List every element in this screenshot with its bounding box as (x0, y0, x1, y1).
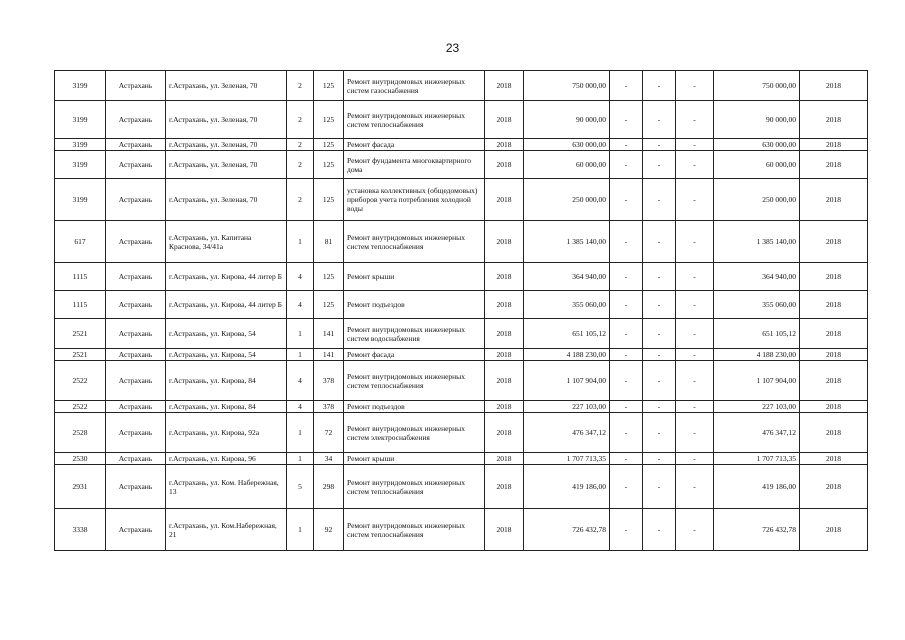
cell-end-year: 2018 (800, 509, 868, 551)
table-row (55, 291, 868, 319)
cell-year: 2018 (485, 179, 524, 221)
cell-year: 2018 (485, 349, 524, 361)
cell-year: 2018 (485, 319, 524, 349)
cell-address: г.Астрахань, ул. Зеленая, 70 (166, 71, 287, 101)
cell-city: Астрахань (106, 179, 166, 221)
cell-city: Астрахань (106, 151, 166, 179)
cell-work-type: Ремонт внутридомовых инженерных систем теплоснабжения (344, 509, 485, 551)
cell-object-id: 2521 (55, 319, 106, 349)
cell-year: 2018 (485, 101, 524, 139)
cell-fund-amount: 250 000,00 (714, 179, 800, 221)
cell-floors: 5 (287, 465, 314, 509)
cell-address: г.Астрахань, ул. Капитана Краснова, 34/41а (166, 221, 287, 263)
cell-dash-3: - (676, 319, 714, 349)
cell-work-type: Ремонт фасада (344, 349, 485, 361)
table-body (55, 71, 868, 551)
cell-object-id: 3338 (55, 509, 106, 551)
cell-dash-1: - (610, 71, 643, 101)
cell-floors: 1 (287, 349, 314, 361)
cell-address: г.Астрахань, ул. Кирова, 84 (166, 401, 287, 413)
cell-dash-1: - (610, 453, 643, 465)
cell-fund-amount: 726 432,78 (714, 509, 800, 551)
cell-floors: 1 (287, 221, 314, 263)
cell-total-cost: 1 385 140,00 (524, 221, 610, 263)
cell-object-id: 2931 (55, 465, 106, 509)
cell-end-year: 2018 (800, 465, 868, 509)
cell-end-year: 2018 (800, 139, 868, 151)
cell-address: г.Астрахань, ул. Кирова, 54 (166, 349, 287, 361)
cell-floors: 4 (287, 401, 314, 413)
cell-fund-amount: 1 107 904,00 (714, 361, 800, 401)
cell-end-year: 2018 (800, 263, 868, 291)
cell-total-cost: 1 107 904,00 (524, 361, 610, 401)
cell-fund-amount: 630 000,00 (714, 139, 800, 151)
cell-address: г.Астрахань, ул. Кирова, 92а (166, 413, 287, 453)
cell-floors: 1 (287, 509, 314, 551)
table-row (55, 465, 868, 509)
cell-dash-1: - (610, 509, 643, 551)
cell-city: Астрахань (106, 101, 166, 139)
cell-dash-2: - (643, 101, 676, 139)
cell-work-type: Ремонт внутридомовых инженерных систем теплоснабжения (344, 101, 485, 139)
cell-total-cost: 726 432,78 (524, 509, 610, 551)
cell-apartments: 298 (314, 465, 344, 509)
cell-total-cost: 60 000,00 (524, 151, 610, 179)
cell-year: 2018 (485, 401, 524, 413)
table-row (55, 361, 868, 401)
cell-floors: 2 (287, 71, 314, 101)
table-row (55, 101, 868, 139)
cell-object-id: 2530 (55, 453, 106, 465)
cell-work-type: Ремонт внутридомовых инженерных систем теплоснабжения (344, 361, 485, 401)
cell-work-type: Ремонт внутридомовых инженерных систем теплоснабжения (344, 465, 485, 509)
cell-dash-3: - (676, 179, 714, 221)
cell-fund-amount: 476 347,12 (714, 413, 800, 453)
cell-address: г.Астрахань, ул. Кирова, 54 (166, 319, 287, 349)
cell-end-year: 2018 (800, 413, 868, 453)
cell-year: 2018 (485, 139, 524, 151)
cell-city: Астрахань (106, 465, 166, 509)
cell-apartments: 72 (314, 413, 344, 453)
cell-apartments: 125 (314, 151, 344, 179)
cell-dash-2: - (643, 151, 676, 179)
cell-floors: 4 (287, 263, 314, 291)
cell-year: 2018 (485, 151, 524, 179)
cell-fund-amount: 1 385 140,00 (714, 221, 800, 263)
table-row (55, 319, 868, 349)
cell-total-cost: 364 940,00 (524, 263, 610, 291)
cell-apartments: 141 (314, 349, 344, 361)
cell-apartments: 141 (314, 319, 344, 349)
cell-address: г.Астрахань, ул. Кирова, 96 (166, 453, 287, 465)
cell-dash-1: - (610, 361, 643, 401)
table-row (55, 509, 868, 551)
cell-work-type: Ремонт фундамента многоквартирного дома (344, 151, 485, 179)
cell-fund-amount: 355 060,00 (714, 291, 800, 319)
cell-year: 2018 (485, 361, 524, 401)
cell-object-id: 1115 (55, 263, 106, 291)
cell-dash-2: - (643, 291, 676, 319)
cell-total-cost: 250 000,00 (524, 179, 610, 221)
cell-end-year: 2018 (800, 291, 868, 319)
cell-floors: 2 (287, 139, 314, 151)
cell-fund-amount: 651 105,12 (714, 319, 800, 349)
table-row (55, 139, 868, 151)
cell-apartments: 81 (314, 221, 344, 263)
cell-city: Астрахань (106, 413, 166, 453)
cell-city: Астрахань (106, 401, 166, 413)
cell-end-year: 2018 (800, 221, 868, 263)
cell-work-type: Ремонт внутридомовых инженерных систем электроснабжения (344, 413, 485, 453)
cell-apartments: 34 (314, 453, 344, 465)
cell-end-year: 2018 (800, 453, 868, 465)
cell-dash-3: - (676, 139, 714, 151)
cell-work-type: Ремонт внутридомовых инженерных систем теплоснабжения (344, 221, 485, 263)
cell-dash-1: - (610, 263, 643, 291)
cell-apartments: 125 (314, 263, 344, 291)
cell-dash-3: - (676, 349, 714, 361)
cell-apartments: 125 (314, 71, 344, 101)
cell-end-year: 2018 (800, 101, 868, 139)
cell-object-id: 3199 (55, 71, 106, 101)
cell-dash-2: - (643, 179, 676, 221)
cell-end-year: 2018 (800, 361, 868, 401)
cell-dash-3: - (676, 221, 714, 263)
cell-dash-1: - (610, 291, 643, 319)
cell-object-id: 3199 (55, 101, 106, 139)
cell-object-id: 617 (55, 221, 106, 263)
cell-end-year: 2018 (800, 179, 868, 221)
cell-dash-2: - (643, 465, 676, 509)
cell-dash-1: - (610, 179, 643, 221)
cell-year: 2018 (485, 263, 524, 291)
cell-dash-2: - (643, 349, 676, 361)
cell-floors: 1 (287, 413, 314, 453)
cell-year: 2018 (485, 221, 524, 263)
cell-object-id: 1115 (55, 291, 106, 319)
cell-dash-2: - (643, 71, 676, 101)
cell-dash-1: - (610, 221, 643, 263)
cell-dash-2: - (643, 361, 676, 401)
cell-apartments: 378 (314, 401, 344, 413)
cell-dash-3: - (676, 291, 714, 319)
cell-dash-1: - (610, 401, 643, 413)
cell-end-year: 2018 (800, 71, 868, 101)
cell-work-type: Ремонт крыши (344, 263, 485, 291)
cell-total-cost: 4 188 230,00 (524, 349, 610, 361)
cell-dash-3: - (676, 361, 714, 401)
cell-apartments: 125 (314, 179, 344, 221)
cell-address: г.Астрахань, ул. Ком. Набережная, 13 (166, 465, 287, 509)
repair-register-table (54, 70, 868, 551)
cell-fund-amount: 227 103,00 (714, 401, 800, 413)
cell-object-id: 2521 (55, 349, 106, 361)
cell-city: Астрахань (106, 319, 166, 349)
table-row (55, 151, 868, 179)
cell-city: Астрахань (106, 349, 166, 361)
table-row (55, 401, 868, 413)
cell-city: Астрахань (106, 453, 166, 465)
cell-dash-2: - (643, 401, 676, 413)
cell-object-id: 3199 (55, 179, 106, 221)
cell-dash-1: - (610, 349, 643, 361)
cell-dash-1: - (610, 465, 643, 509)
cell-year: 2018 (485, 413, 524, 453)
cell-city: Астрахань (106, 71, 166, 101)
cell-work-type: установка коллективных (общедомовых) приборов учета потребления холодной воды (344, 179, 485, 221)
cell-floors: 4 (287, 361, 314, 401)
cell-end-year: 2018 (800, 151, 868, 179)
cell-floors: 4 (287, 291, 314, 319)
cell-city: Астрахань (106, 263, 166, 291)
cell-total-cost: 419 186,00 (524, 465, 610, 509)
table-row (55, 179, 868, 221)
cell-year: 2018 (485, 465, 524, 509)
cell-dash-3: - (676, 71, 714, 101)
table-row (55, 263, 868, 291)
cell-end-year: 2018 (800, 319, 868, 349)
cell-apartments: 92 (314, 509, 344, 551)
cell-dash-3: - (676, 151, 714, 179)
cell-end-year: 2018 (800, 349, 868, 361)
cell-dash-1: - (610, 139, 643, 151)
cell-dash-3: - (676, 413, 714, 453)
cell-city: Астрахань (106, 509, 166, 551)
cell-address: г.Астрахань, ул. Кирова, 84 (166, 361, 287, 401)
cell-year: 2018 (485, 71, 524, 101)
cell-year: 2018 (485, 291, 524, 319)
cell-dash-2: - (643, 509, 676, 551)
cell-end-year: 2018 (800, 401, 868, 413)
cell-apartments: 125 (314, 101, 344, 139)
cell-city: Астрахань (106, 221, 166, 263)
cell-work-type: Ремонт внутридомовых инженерных систем газоснабжения (344, 71, 485, 101)
cell-floors: 1 (287, 319, 314, 349)
cell-dash-1: - (610, 413, 643, 453)
cell-address: г.Астрахань, ул. Зеленая, 70 (166, 151, 287, 179)
cell-city: Астрахань (106, 291, 166, 319)
cell-fund-amount: 1 707 713,35 (714, 453, 800, 465)
cell-address: г.Астрахань, ул. Зеленая, 70 (166, 179, 287, 221)
cell-object-id: 2522 (55, 401, 106, 413)
cell-dash-3: - (676, 263, 714, 291)
cell-work-type: Ремонт подъездов (344, 291, 485, 319)
cell-dash-3: - (676, 453, 714, 465)
cell-work-type: Ремонт крыши (344, 453, 485, 465)
cell-work-type: Ремонт фасада (344, 139, 485, 151)
cell-fund-amount: 364 940,00 (714, 263, 800, 291)
cell-apartments: 125 (314, 139, 344, 151)
table-row (55, 221, 868, 263)
table-row (55, 453, 868, 465)
table-row (55, 413, 868, 453)
cell-total-cost: 90 000,00 (524, 101, 610, 139)
cell-object-id: 3199 (55, 151, 106, 179)
table-row (55, 349, 868, 361)
cell-year: 2018 (485, 453, 524, 465)
table-row (55, 71, 868, 101)
cell-year: 2018 (485, 509, 524, 551)
cell-apartments: 125 (314, 291, 344, 319)
page-number: 23 (445, 41, 460, 55)
cell-address: г.Астрахань, ул. Зеленая, 70 (166, 101, 287, 139)
cell-city: Астрахань (106, 139, 166, 151)
cell-total-cost: 630 000,00 (524, 139, 610, 151)
cell-dash-3: - (676, 101, 714, 139)
cell-address: г.Астрахань, ул. Кирова, 44 литер Б (166, 263, 287, 291)
cell-floors: 2 (287, 179, 314, 221)
cell-object-id: 2528 (55, 413, 106, 453)
cell-total-cost: 1 707 713,35 (524, 453, 610, 465)
cell-address: г.Астрахань, ул. Ком.Набережная, 21 (166, 509, 287, 551)
cell-dash-2: - (643, 319, 676, 349)
cell-dash-1: - (610, 151, 643, 179)
cell-fund-amount: 750 000,00 (714, 71, 800, 101)
cell-object-id: 3199 (55, 139, 106, 151)
cell-dash-3: - (676, 465, 714, 509)
cell-dash-2: - (643, 139, 676, 151)
cell-total-cost: 750 000,00 (524, 71, 610, 101)
cell-fund-amount: 4 188 230,00 (714, 349, 800, 361)
cell-dash-3: - (676, 509, 714, 551)
cell-fund-amount: 60 000,00 (714, 151, 800, 179)
cell-work-type: Ремонт внутридомовых инженерных систем водоснабжения (344, 319, 485, 349)
cell-address: г.Астрахань, ул. Зеленая, 70 (166, 139, 287, 151)
cell-dash-2: - (643, 221, 676, 263)
cell-fund-amount: 90 000,00 (714, 101, 800, 139)
cell-total-cost: 651 105,12 (524, 319, 610, 349)
cell-fund-amount: 419 186,00 (714, 465, 800, 509)
cell-dash-2: - (643, 453, 676, 465)
cell-dash-2: - (643, 413, 676, 453)
cell-dash-3: - (676, 401, 714, 413)
cell-total-cost: 476 347,12 (524, 413, 610, 453)
cell-dash-1: - (610, 101, 643, 139)
cell-address: г.Астрахань, ул. Кирова, 44 литер Б (166, 291, 287, 319)
cell-city: Астрахань (106, 361, 166, 401)
cell-work-type: Ремонт подъездов (344, 401, 485, 413)
cell-floors: 2 (287, 101, 314, 139)
cell-object-id: 2522 (55, 361, 106, 401)
cell-dash-2: - (643, 263, 676, 291)
cell-total-cost: 227 103,00 (524, 401, 610, 413)
cell-floors: 2 (287, 151, 314, 179)
cell-dash-1: - (610, 319, 643, 349)
cell-total-cost: 355 060,00 (524, 291, 610, 319)
cell-apartments: 378 (314, 361, 344, 401)
cell-floors: 1 (287, 453, 314, 465)
